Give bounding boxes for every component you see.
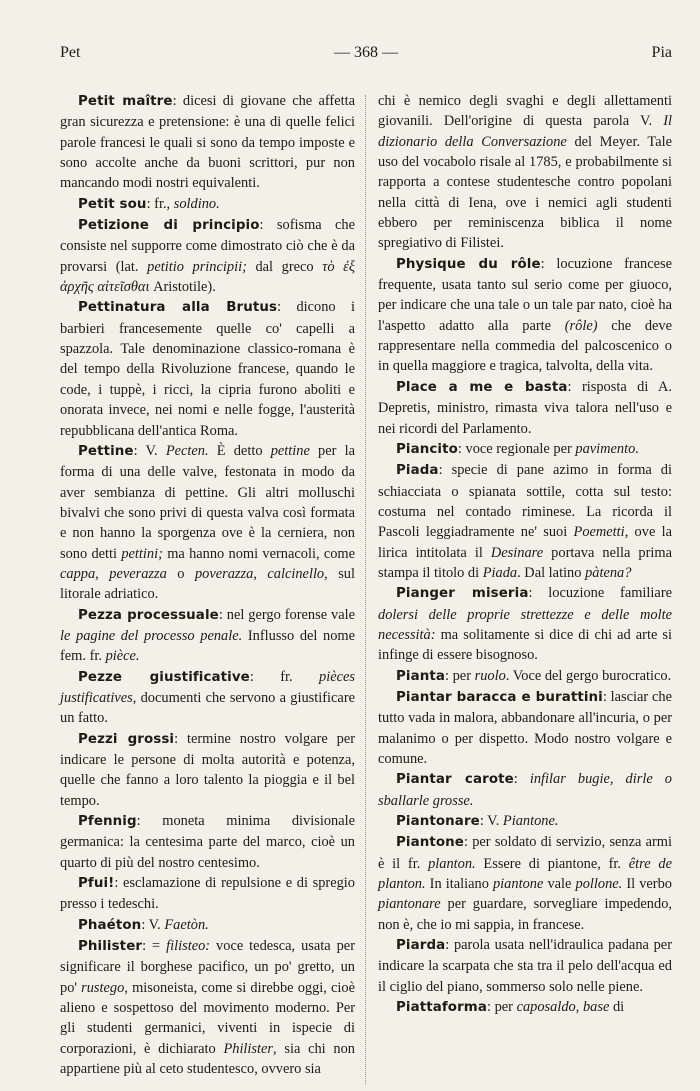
entry-italic-text: peverazza [109, 565, 167, 582]
entry-italic-text: piantonare [378, 896, 441, 913]
dictionary-entry [378, 997, 672, 1018]
entry-text: Essere di piantone, fr. [475, 855, 629, 872]
entry-text: : locuzione francese frequente, usata tanto sul serio come per giuoco, per indicare che una tale o un tale par nato, cioè ha l'aspetto adatto alla parte [378, 255, 673, 334]
entry-text: chi è nemico degli svaghi e degli allettamenti giovanili. Dell'origine di questa parola V. [378, 93, 672, 130]
entry-italic-text: base [582, 999, 610, 1016]
entry-italic-text: caposaldo [516, 999, 576, 1016]
left-column [60, 91, 355, 1080]
entry-italic-text: filisteo: [166, 938, 211, 955]
entry-italic-text: Il dizionario della Conversazione [378, 113, 672, 150]
dictionary-entry [60, 605, 355, 667]
right-column [378, 91, 672, 1018]
entry-headword: Pfui! [78, 876, 115, 892]
entry-text: . Dal latino [517, 564, 586, 581]
entry-headword: Pfennig [78, 814, 137, 830]
entry-text: portava nella prima stampa il titolo di [378, 544, 672, 581]
entry-text: : [513, 771, 530, 788]
dictionary-entry [60, 915, 355, 936]
entry-italic-text: piantone [492, 876, 544, 893]
entry-text: : fr., [146, 195, 174, 212]
entry-text: Influsso del nome fem. fr. [60, 627, 356, 665]
entry-italic-text: pollone. [575, 876, 623, 893]
entry-text: : V. [479, 813, 503, 830]
dictionary-entry [378, 377, 672, 439]
dictionary-entry [60, 194, 355, 215]
entry-headword: Piada [396, 463, 439, 479]
dictionary-entry [378, 583, 672, 665]
entry-text: , [95, 565, 110, 582]
entry-text: : per soldato di servizio, senza armi è il fr. [378, 834, 672, 872]
entry-italic-text: infilar bugie [529, 771, 610, 788]
dictionary-entry [378, 811, 672, 832]
entry-italic-text: Faetòn. [164, 916, 209, 933]
entry-italic-text: pièce. [105, 648, 140, 665]
entry-headword: Piantar carote [396, 772, 514, 788]
dictionary-entry [378, 935, 672, 997]
entry-italic-text: être de planton. [378, 855, 672, 893]
entry-headword: Phaéton [78, 917, 142, 933]
entry-italic-text: pettini; [121, 545, 163, 562]
running-head-right: Pia [651, 44, 672, 61]
entry-text: , sia chi non appartiene più al ceto studentesco, ovvero sia [60, 1040, 355, 1078]
entry-text: : parola usata nell'idraulica padana per indicare la scarpata che sta tra il pelo dell'acqua ed il ciglio del piano, sommerso solo nelle piene. [378, 937, 672, 995]
entry-headword: Place a me e basta [396, 379, 568, 395]
entry-headword: Pianta [396, 668, 446, 684]
entry-text: È detto [208, 442, 271, 459]
entry-italic-text: le pagine del processo penale. [60, 627, 243, 644]
entry-italic-text: dolersi delle proprie strettezze e delle molte necessità: [378, 606, 672, 643]
entry-italic-text: Piantone. [502, 813, 559, 830]
dictionary-entry [60, 297, 355, 440]
entry-italic-text: Philister [223, 1040, 274, 1057]
entry-text: : esclamazione di repulsione e di spregio presso i tedeschi. [60, 875, 355, 913]
entry-text: ma hanno nomi vernacoli, come [162, 545, 355, 562]
entry-italic-text: Pecten. [165, 442, 209, 459]
entry-italic-text: cappa [60, 565, 96, 582]
entry-text: : sofisma che consiste nel supporre come dimostrato ciò che è da provarsi (lat. [60, 217, 355, 275]
entry-text: , misoneista, come si direbbe oggi, cioè alieno e sospettoso del movimento moderno. Per gli studenti germanici, viventi in ispecie di corporazioni, è dichiarato [60, 979, 355, 1057]
dictionary-entry [378, 769, 672, 811]
dictionary-entry [60, 667, 355, 729]
entry-italic-text: petitio principii; [147, 258, 247, 275]
entry-text: di [609, 999, 625, 1016]
entry-headword: Pettinatura alla Brutus [78, 300, 278, 316]
entry-headword: Pettine [78, 443, 134, 459]
entry-text: : fr. [249, 668, 320, 685]
entry-headword: Piattaforma [396, 1000, 487, 1016]
entry-headword: Pezza processuale [78, 607, 219, 623]
entry-text: : per [445, 667, 475, 684]
dictionary-entry [378, 687, 672, 769]
entry-headword: Philister [78, 939, 143, 955]
entry-headword: Petit sou [78, 196, 147, 212]
entry-text: , [253, 565, 268, 582]
entry-text: Aristotile). [149, 279, 216, 296]
entry-headword: Piarda [396, 938, 446, 954]
dictionary-entry [60, 215, 355, 297]
entry-italic-text: planton. [428, 855, 476, 872]
dictionary-entry [60, 811, 355, 873]
entry-italic-text: pàtena? [585, 564, 632, 581]
entry-headword: Physique du rôle [396, 256, 541, 272]
dictionary-entry [378, 439, 672, 460]
entry-text: , ove la lirica intitolata il [378, 524, 672, 561]
entry-italic-text: τὸ ἐξ ἀρχῆς αἰτεῖσθαι [60, 258, 355, 296]
entry-italic-text: Poemetti [573, 524, 625, 541]
dictionary-entry [60, 873, 355, 915]
entry-text: : dicesi di giovane che affetta gran sicurezza e pretensione: è una di quelle felici parole francesi le quali si sono da tempo imposte e sono accolte anche da buoni scrittori, pur non mancando modi nostri equivalenti. [60, 93, 355, 192]
entry-italic-text: pettine [270, 442, 310, 459]
entry-italic-text: (rôle) [564, 317, 598, 334]
entry-text: o [166, 565, 195, 582]
entry-text: . Voce del gergo burocratico. [505, 667, 672, 684]
entry-italic-text: dirle o sballarle grosse. [378, 771, 672, 809]
entry-text: : moneta minima divisionale germanica: la centesima parte del marco, cioè un quarto di più del nostro centesimo. [60, 813, 355, 871]
entry-text: : nel gergo forense vale [218, 606, 355, 623]
entry-text: , [609, 771, 626, 788]
entry-text: , documenti che servono a giustificare un fatto. [60, 689, 355, 727]
continued-entry [378, 91, 672, 254]
entry-text: del Meyer. Tale uso del vocabolo risale al 1785, e probabilmente si rapporta a contese studentesche contro popolani nella città di Iena, ove i nemici agli studenti ebbero per reminiscenza biblica il nome spregiativo di Filistei. [378, 133, 672, 252]
entry-headword: Pianger miseria [396, 586, 529, 602]
page-number: — 368 — [334, 44, 398, 61]
entry-italic-text: pièces justificatives [60, 668, 355, 706]
entry-headword: Piantone [396, 835, 464, 851]
entry-text: , [575, 999, 583, 1016]
dictionary-entry [60, 441, 355, 605]
entry-italic-text: calcinello [267, 565, 325, 582]
entry-italic-text: Piada [482, 564, 518, 581]
entry-text: : termine nostro volgare per indicare le persone di molta autorità e potenza, quelle che fanno a loro talento la pioggia e il bel tempo. [60, 730, 356, 809]
running-head-left: Pet [60, 44, 81, 61]
entry-text: che deve rappresentare nella commedia del palcoscenico o in quella maggiore e tragica, talvolta, della vita. [378, 317, 672, 375]
entry-headword: Piantar baracca e burattini [396, 689, 603, 705]
entry-headword: Piantonare [396, 814, 480, 830]
page-header [60, 40, 672, 66]
entry-text: In italiano [425, 876, 493, 893]
entry-italic-text: rustego [81, 979, 125, 996]
entry-text: : V. [141, 916, 165, 933]
entry-text: : dicono i barbieri francesemente quelle co' capelli a spazzola. Tale denominazione classico-romana è del tempo della Rivoluzione francese, quando le code, i tuppè, i ricci, la cipria furono aboliti e onorata invece, nei nomi e nelle fogge, l'austerità repubblicana dell'antica Roma. [60, 299, 355, 439]
entry-text: dal greco [246, 258, 323, 275]
dictionary-entry [378, 460, 672, 583]
dictionary-entry [60, 936, 355, 1079]
entry-text: Il verbo [622, 876, 672, 893]
entry-text: : = [142, 938, 167, 955]
entry-text: : per [487, 999, 517, 1016]
dictionary-entry [60, 729, 355, 811]
entry-headword: Petit maître [78, 94, 173, 109]
entry-text: vale [543, 876, 576, 893]
entry-italic-text: ruolo [474, 667, 506, 684]
entry-headword: Pezzi grossi [78, 731, 175, 747]
entry-text: ma solitamente si dice di chi ad arte si infinge di essere bisognoso. [378, 626, 672, 664]
entry-italic-text: pavimento. [575, 440, 639, 457]
entry-headword: Petizione di principio [78, 218, 260, 234]
entry-italic-text: poverazza [194, 565, 254, 582]
entry-headword: Pezze giustificative [78, 669, 250, 685]
dictionary-entry [378, 254, 672, 377]
entry-text: per guardare, sorvegliare impedendo, non è, che io mi sappia, in francese. [378, 896, 672, 933]
entry-text: : V. [133, 442, 166, 459]
entry-italic-text: soldino. [173, 195, 220, 212]
entry-italic-text: Desinare [490, 544, 544, 561]
dictionary-entry [60, 91, 355, 194]
entry-text: : locuzione familiare [528, 585, 672, 602]
entry-text: per la forma di una delle valve, festonata in modo da aver sembianza di pettine. Gli altri molluschi bivalvi che sono privi di questa valva così formata e non hanno la sporgenza ove è la cerniera, non sono detti [60, 442, 355, 562]
dictionary-entry [378, 832, 672, 935]
dictionary-entry [378, 666, 672, 687]
entry-text: , sul litorale adriatico. [60, 565, 356, 603]
entry-text: : specie di pane azimo in forma di schiacciata o spianata sottile, cotta sul testo: costuma nel contado riminese. La ricorda il Pascoli leggiadramente ne' suoi [378, 462, 672, 541]
column-divider [365, 95, 367, 1085]
entry-headword: Piancito [396, 441, 458, 457]
entry-text: : lasciar che tutto vada in malora, abbandonare all'incuria, o per malanimo o per dispetto. Modo nostro volgare e comune. [378, 688, 672, 767]
entry-text: : voce regionale per [457, 440, 576, 457]
entry-text: : risposta di A. Depretis, ministro, rimasta viva talora nell'uso e nei ricordi del Parlamento. [378, 378, 672, 437]
entry-text: voce tedesca, usata per significare il borghese pacifico, un po' gretto, un po' [60, 938, 355, 996]
